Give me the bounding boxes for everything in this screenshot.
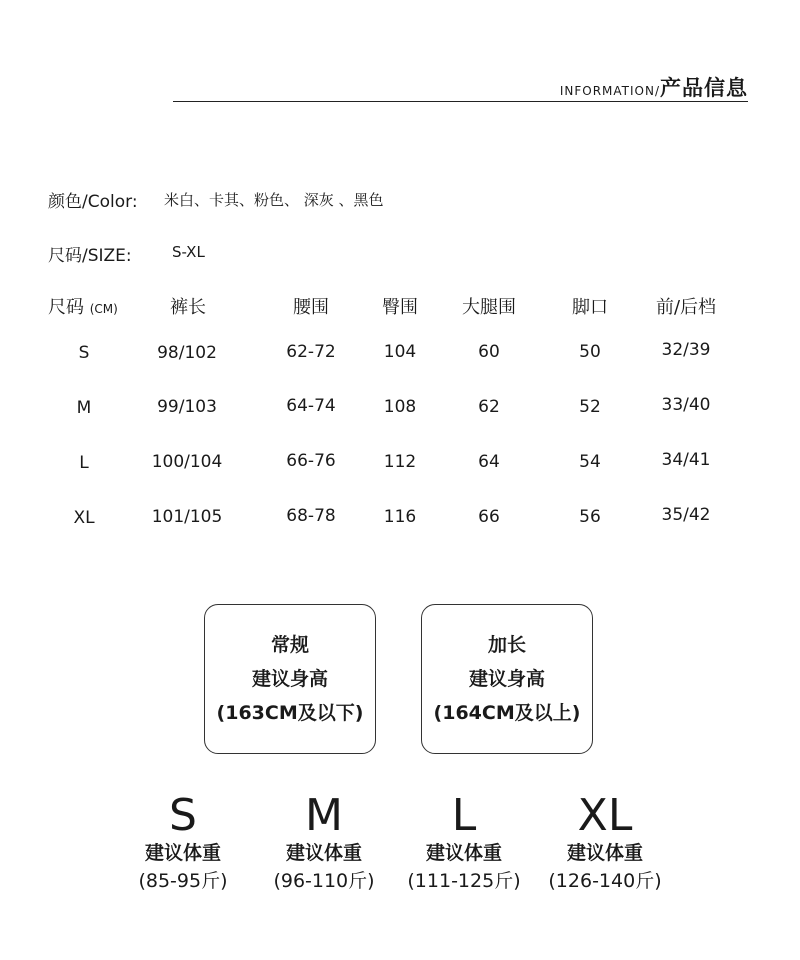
- table-cell-thigh: 66: [478, 507, 500, 527]
- height-box-range: (163CM及以下): [216, 702, 364, 724]
- height-box-long: [421, 604, 593, 754]
- table-cell-rise: 35/42: [661, 505, 711, 525]
- size-value: S-XL: [172, 243, 205, 261]
- table-cell-waist: 62-72: [286, 342, 336, 362]
- size-row: [48, 241, 205, 266]
- table-cell-size: M: [76, 398, 92, 418]
- table-cell-rise: 32/39: [661, 340, 711, 360]
- weight-range: (96-110斤): [273, 870, 375, 892]
- weight-size: S: [169, 790, 197, 841]
- section-title-cn: 产品信息: [660, 76, 748, 100]
- height-box-label: 建议身高: [251, 668, 328, 690]
- height-box-regular: [204, 604, 376, 754]
- header-divider: [173, 101, 748, 102]
- table-cell-waist: 68-78: [286, 506, 336, 526]
- weight-item-l: [389, 792, 539, 896]
- table-header-unit: (CM): [89, 302, 118, 316]
- weight-range: (126-140斤): [548, 870, 662, 892]
- section-title: [560, 72, 748, 102]
- table-cell-size: S: [78, 343, 90, 363]
- table-cell-thigh: 60: [478, 342, 500, 362]
- height-box-range: (164CM及以上): [433, 702, 581, 724]
- table-header-waist: 腰围: [293, 297, 329, 318]
- height-box-title: 常规: [270, 634, 309, 656]
- table-cell-length: 100/104: [151, 452, 223, 472]
- table-cell-hem: 54: [579, 452, 601, 472]
- height-box-label: 建议身高: [468, 668, 545, 690]
- weight-range: (85-95斤): [138, 870, 228, 892]
- weight-label: 建议体重: [425, 842, 502, 864]
- table-cell-length: 99/103: [157, 397, 217, 417]
- section-header: [0, 60, 748, 102]
- color-value: 米白、卡其、粉色、 深灰 、黑色: [164, 191, 384, 209]
- color-label: 颜色/Color:: [48, 192, 138, 212]
- table-cell-hip: 104: [383, 342, 417, 362]
- table-cell-length: 101/105: [151, 507, 223, 527]
- table-cell-hip: 112: [383, 452, 417, 472]
- table-cell-size: XL: [73, 508, 95, 528]
- table-header-rise: 前/后档: [655, 297, 717, 318]
- weight-label: 建议体重: [285, 842, 362, 864]
- table-cell-hem: 56: [579, 507, 601, 527]
- table-cell-hip: 108: [383, 397, 417, 417]
- weight-size: XL: [577, 790, 633, 841]
- table-cell-hem: 50: [579, 342, 601, 362]
- table-cell-thigh: 64: [478, 452, 500, 472]
- weight-label: 建议体重: [566, 842, 643, 864]
- table-cell-rise: 33/40: [661, 395, 711, 415]
- weight-item-m: [249, 792, 399, 896]
- table-header-thigh: 大腿围: [462, 297, 516, 318]
- table-cell-hip: 116: [383, 507, 417, 527]
- table-cell-hem: 52: [579, 397, 601, 417]
- table-cell-thigh: 62: [478, 397, 500, 417]
- section-title-en: INFORMATION/: [559, 84, 660, 98]
- table-cell-waist: 64-74: [286, 396, 336, 416]
- table-cell-waist: 66-76: [286, 451, 336, 471]
- table-cell-length: 98/102: [157, 343, 217, 363]
- table-header-size: 尺码 (CM): [48, 297, 118, 318]
- table-cell-size: L: [79, 453, 89, 473]
- table-header-hip: 臀围: [382, 297, 418, 318]
- weight-range: (111-125斤): [407, 870, 521, 892]
- weight-item-s: [108, 792, 258, 896]
- height-box-title: 加长: [487, 634, 526, 656]
- weight-size: L: [451, 790, 477, 841]
- weight-item-xl: [530, 792, 680, 896]
- size-label: 尺码/SIZE:: [48, 246, 132, 266]
- table-header-hem: 脚口: [572, 297, 608, 318]
- table-cell-rise: 34/41: [661, 450, 711, 470]
- weight-size: M: [305, 790, 343, 841]
- color-row: [48, 187, 384, 212]
- weight-label: 建议体重: [144, 842, 221, 864]
- table-header-length: 裤长: [170, 297, 206, 318]
